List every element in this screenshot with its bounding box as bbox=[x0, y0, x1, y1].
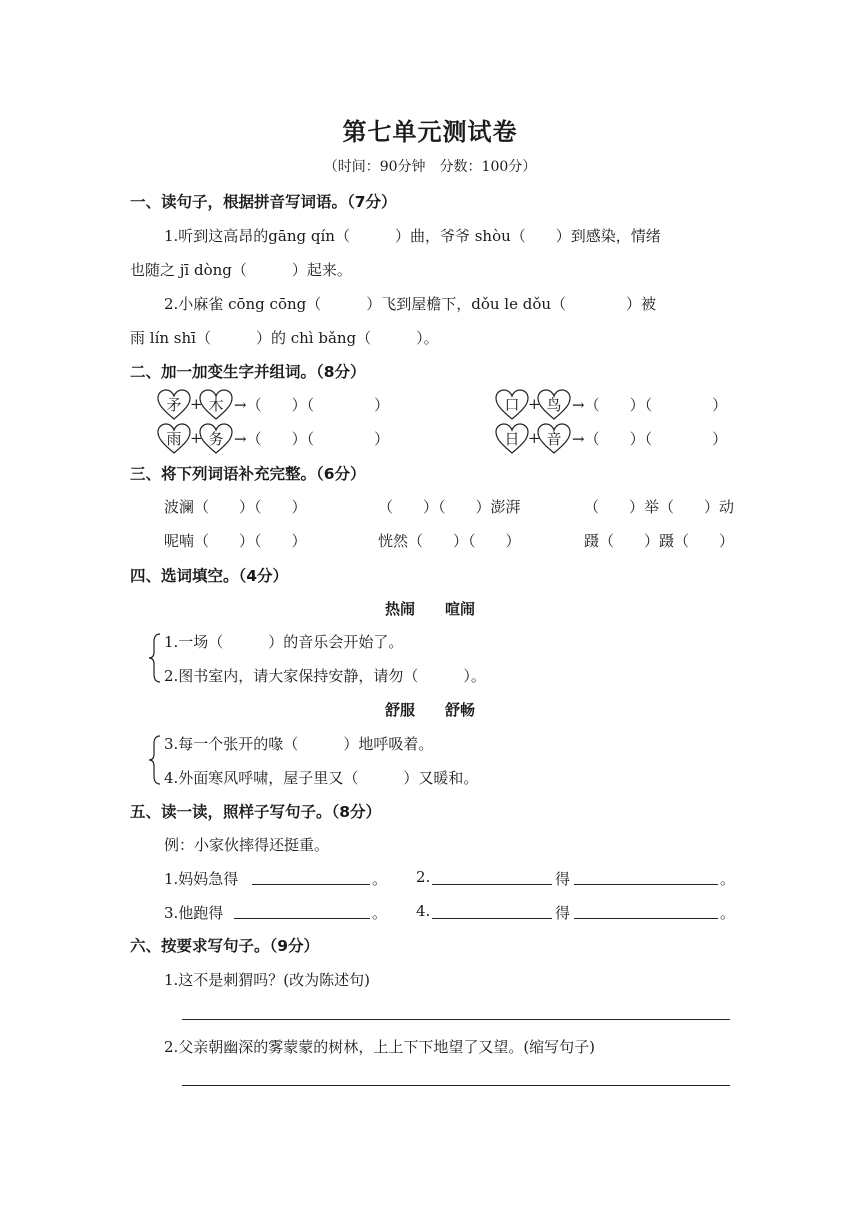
answer-line[interactable] bbox=[432, 884, 552, 885]
answer-line[interactable] bbox=[432, 918, 552, 919]
heart-icon bbox=[156, 423, 192, 455]
section-2-heading: 二、加一加变生字并组词。（8分） bbox=[130, 363, 366, 381]
heart-icon bbox=[536, 423, 572, 455]
plus-sign: + bbox=[528, 395, 541, 413]
s4-question-2: 2.图书室内，请大家保持安静，请勿（ ）。 bbox=[164, 667, 486, 685]
s4-question-1: 1.一场（ ）的音乐会开始了。 bbox=[164, 633, 404, 651]
brace-icon bbox=[148, 734, 160, 786]
exam-info: （时间：90分钟 分数：100分） bbox=[323, 159, 537, 175]
s4-question-3: 3.每一个张开的喙（ ）地呼吸着。 bbox=[164, 735, 434, 753]
plus-sign: + bbox=[528, 429, 541, 447]
idiom-blank: （ ）举（ ）动 bbox=[584, 498, 735, 516]
plus-sign: + bbox=[190, 429, 203, 447]
de-char: 得 bbox=[555, 904, 571, 922]
period: 。 bbox=[720, 870, 736, 888]
idiom-blank: （ ）（ ）澎湃 bbox=[378, 498, 521, 516]
idiom-blank: 蹑（ ）蹑（ ） bbox=[584, 532, 735, 550]
s1-line-2: 也随之 jī dòng（ ）起来。 bbox=[130, 261, 352, 279]
s1-line-4: 雨 lín shī（ ）的 chì bǎng（ ）。 bbox=[130, 329, 439, 347]
plus-sign: + bbox=[190, 395, 203, 413]
word-choices-1: 热闹 喧闹 bbox=[384, 600, 475, 618]
char-box: 矛 bbox=[166, 396, 182, 414]
answer-blanks: →（ ）（ ） bbox=[234, 396, 390, 414]
s5-item-2-prefix: 2. bbox=[416, 868, 431, 886]
s5-example: 例：小家伙摔得还挺重。 bbox=[164, 836, 330, 854]
heart-icon bbox=[494, 389, 530, 421]
answer-line[interactable] bbox=[182, 1085, 730, 1086]
period: 。 bbox=[372, 870, 388, 888]
answer-blanks: →（ ）（ ） bbox=[572, 396, 728, 414]
heart-icon bbox=[198, 389, 234, 421]
section-4-heading: 四、选词填空。（4分） bbox=[130, 567, 289, 585]
char-box: 务 bbox=[208, 430, 224, 448]
answer-line[interactable] bbox=[574, 884, 718, 885]
heart-icon bbox=[494, 423, 530, 455]
brace-icon bbox=[148, 632, 160, 684]
page-title: 第七单元测试卷 bbox=[342, 118, 518, 146]
answer-blanks: →（ ）（ ） bbox=[234, 430, 390, 448]
s6-question-2: 2.父亲朝幽深的雾蒙蒙的树林，上上下下地望了又望。(缩写句子) bbox=[164, 1038, 596, 1056]
s1-line-3: 2.小麻雀 cōng cōng（ ）飞到屋檐下，dǒu le dǒu（ ）被 bbox=[164, 295, 657, 313]
char-box: 音 bbox=[546, 430, 562, 448]
char-box: 口 bbox=[504, 396, 520, 414]
s5-item-3-prefix: 3.他跑得 bbox=[164, 904, 224, 922]
idiom-blank: 恍然（ ）（ ） bbox=[378, 532, 521, 550]
idiom-blank: 呢喃（ ）（ ） bbox=[164, 532, 307, 550]
s1-line-1: 1.听到这高昂的gāng qín（ ）曲，爷爷 shòu（ ）到感染，情绪 bbox=[164, 227, 661, 245]
answer-line[interactable] bbox=[574, 918, 718, 919]
period: 。 bbox=[372, 904, 388, 922]
word-choices-2: 舒服 舒畅 bbox=[384, 701, 475, 719]
heart-icon bbox=[198, 423, 234, 455]
answer-blanks: →（ ）（ ） bbox=[572, 430, 728, 448]
section-3-heading: 三、将下列词语补充完整。（6分） bbox=[130, 465, 366, 483]
char-box: 雨 bbox=[166, 430, 182, 448]
heart-icon bbox=[536, 389, 572, 421]
answer-line[interactable] bbox=[182, 1019, 730, 1020]
char-box: 日 bbox=[504, 430, 520, 448]
char-box: 鸟 bbox=[546, 396, 562, 414]
section-1-heading: 一、读句子，根据拼音写词语。（7分） bbox=[130, 193, 397, 211]
section-5-heading: 五、读一读，照样子写句子。（8分） bbox=[130, 803, 382, 821]
s5-item-1-prefix: 1.妈妈急得 bbox=[164, 870, 239, 888]
section-6-heading: 六、按要求写句子。（9分） bbox=[130, 937, 320, 955]
answer-line[interactable] bbox=[234, 918, 370, 919]
s6-question-1: 1.这不是刺猬吗？(改为陈述句) bbox=[164, 971, 371, 989]
heart-icon bbox=[156, 389, 192, 421]
char-box: 木 bbox=[208, 396, 224, 414]
s4-question-4: 4.外面寒风呼啸，屋子里又（ ）又暖和。 bbox=[164, 769, 479, 787]
de-char: 得 bbox=[555, 870, 571, 888]
answer-line[interactable] bbox=[252, 884, 370, 885]
period: 。 bbox=[720, 904, 736, 922]
idiom-blank: 波澜（ ）（ ） bbox=[164, 498, 307, 516]
s5-item-4-prefix: 4. bbox=[416, 902, 431, 920]
